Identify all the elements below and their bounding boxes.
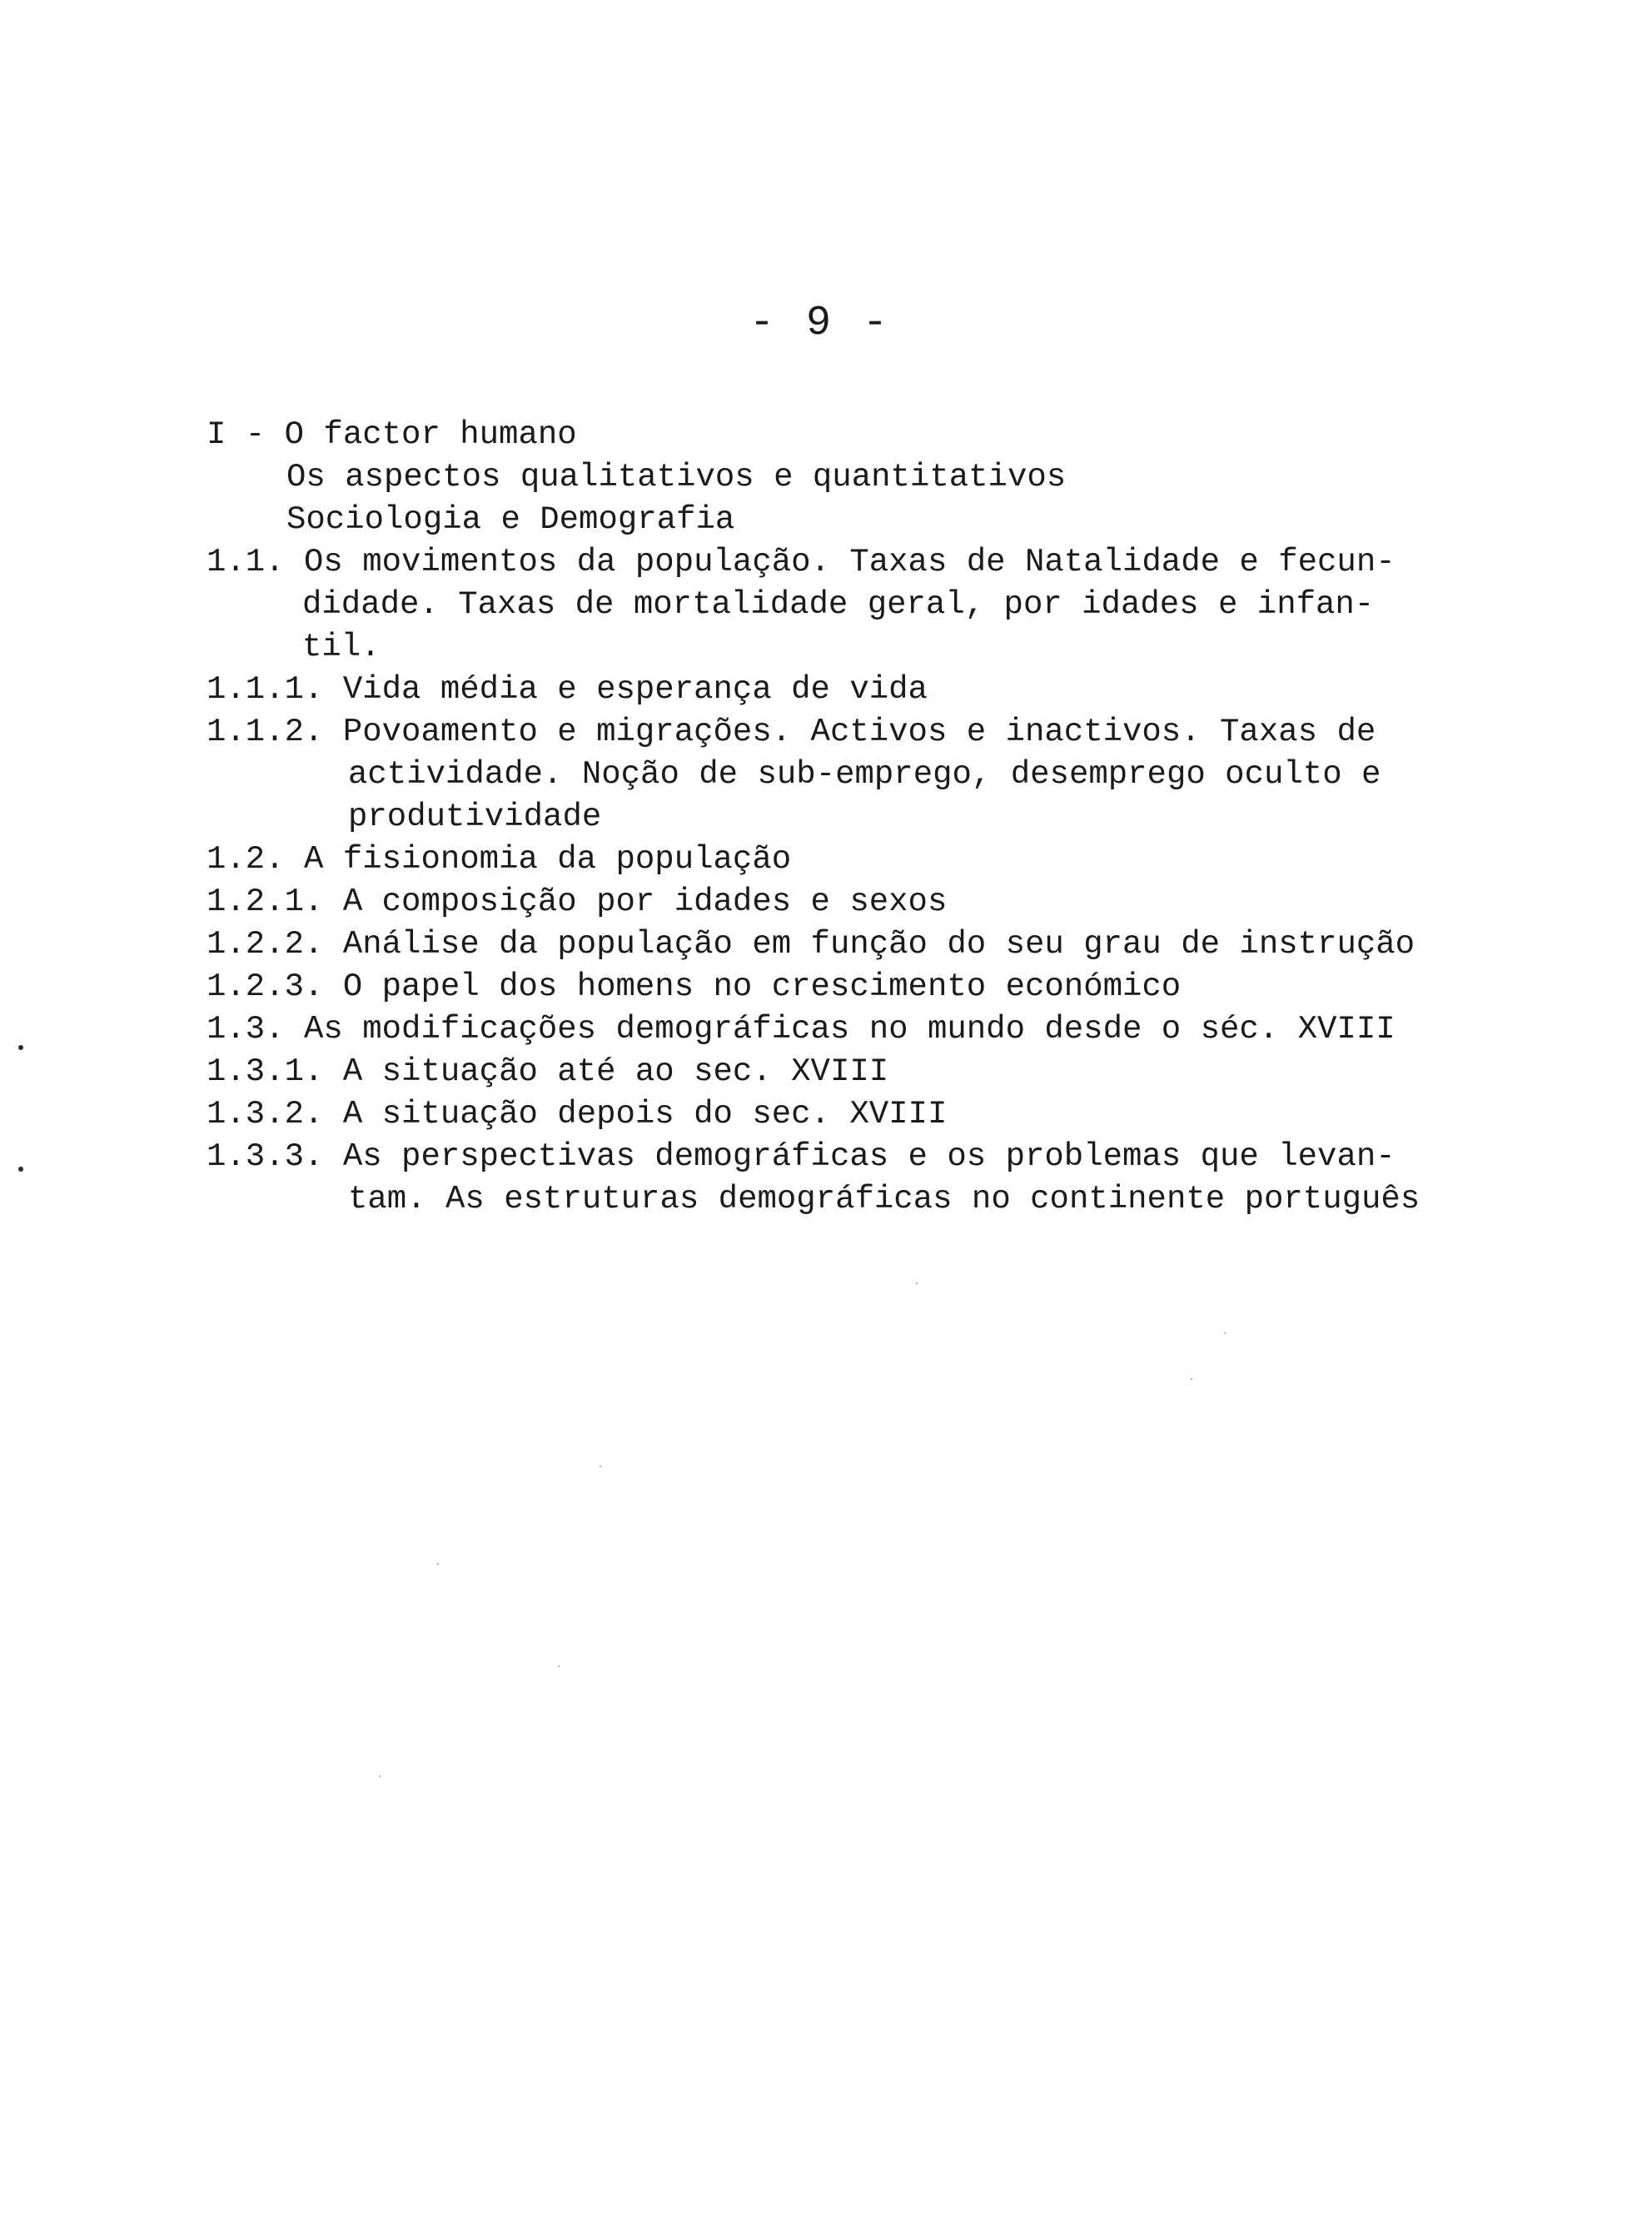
outline-item	[206, 839, 1505, 881]
item-text: O papel dos homens no crescimento económico	[342, 968, 1182, 1005]
item-text: tam. As estruturas demográficas no continente português	[348, 1181, 1421, 1217]
item-number: 1.2.1.	[206, 884, 324, 920]
outline-item	[206, 1136, 1505, 1221]
item-number: 1.3.1.	[206, 1053, 324, 1090]
item-number: 1.2.3.	[206, 968, 324, 1005]
scan-speck	[916, 1282, 918, 1284]
item-text: A fisionomia da população	[304, 841, 792, 878]
item-text: produtividade	[348, 799, 602, 835]
outline-item-line	[206, 839, 1505, 881]
outline-item-line	[206, 966, 1505, 1008]
item-text: til.	[302, 629, 381, 665]
item-text: actividade. Noção de sub-emprego, desemprego oculto e	[348, 756, 1381, 793]
scan-speck	[18, 1045, 23, 1050]
item-text: Povoamento e migrações. Activos e inactivos. Taxas de	[342, 714, 1376, 750]
scan-speck	[600, 1466, 601, 1467]
scan-speck	[18, 1167, 23, 1172]
item-number: 1.2.2.	[206, 926, 324, 963]
outline-item-line	[206, 711, 1505, 754]
scan-speck	[1191, 1378, 1192, 1380]
item-number: 1.1.1.	[206, 671, 324, 708]
item-number: 1.3.	[206, 1011, 285, 1048]
outline-item	[206, 711, 1505, 839]
item-text: A composição por idades e sexos	[342, 884, 948, 920]
item-number: 1.1.2.	[206, 714, 324, 750]
item-text: As modificações demográficas no mundo desde o séc. XVIII	[304, 1011, 1396, 1048]
item-number: 1.1.	[206, 544, 285, 580]
item-number: 1.2.	[206, 841, 285, 878]
outline-item	[206, 881, 1505, 923]
outline-item	[206, 541, 1505, 669]
item-text: Os movimentos da população. Taxas de Natalidade e fecun-	[304, 544, 1396, 580]
item-text: As perspectivas demográficas e os problemas que levan-	[342, 1138, 1396, 1175]
section-heading: I - O factor humano	[206, 416, 577, 453]
scan-speck	[1224, 1332, 1226, 1334]
page-number: - 9 -	[749, 300, 892, 347]
item-text: A situação depois do sec. XVIII	[342, 1096, 948, 1132]
item-text: Vida média e esperança de vida	[342, 671, 928, 708]
outline-item-line	[206, 923, 1505, 966]
item-text: Análise da população em função do seu grau de instrução	[342, 926, 1416, 963]
scan-speck	[437, 1563, 439, 1565]
scan-speck	[558, 1665, 560, 1667]
outline-item-line	[206, 881, 1505, 923]
outline-item-line	[206, 1136, 1505, 1178]
outline-item	[206, 966, 1505, 1008]
outline-item	[206, 1051, 1505, 1093]
section-subtitle: Os aspectos qualitativos e quantitativos	[286, 459, 1067, 495]
outline-item-line	[206, 541, 1505, 584]
outline	[206, 414, 1505, 1221]
outline-item-line	[206, 1051, 1505, 1093]
outline-item	[206, 1093, 1505, 1136]
item-text: didade. Taxas de mortalidade geral, por idades e infan-	[302, 586, 1375, 623]
item-number: 1.3.3.	[206, 1138, 324, 1175]
outline-item-line	[206, 1008, 1505, 1051]
outline-item	[206, 923, 1505, 966]
item-number: 1.3.2.	[206, 1096, 324, 1132]
scan-speck	[379, 1775, 381, 1777]
item-text: A situação até ao sec. XVIII	[342, 1053, 889, 1090]
outline-item	[206, 669, 1505, 711]
outline-item	[206, 1008, 1505, 1051]
outline-item-line	[206, 669, 1505, 711]
outline-item-line	[206, 1093, 1505, 1136]
section-subtitle: Sociologia e Demografia	[286, 501, 735, 538]
